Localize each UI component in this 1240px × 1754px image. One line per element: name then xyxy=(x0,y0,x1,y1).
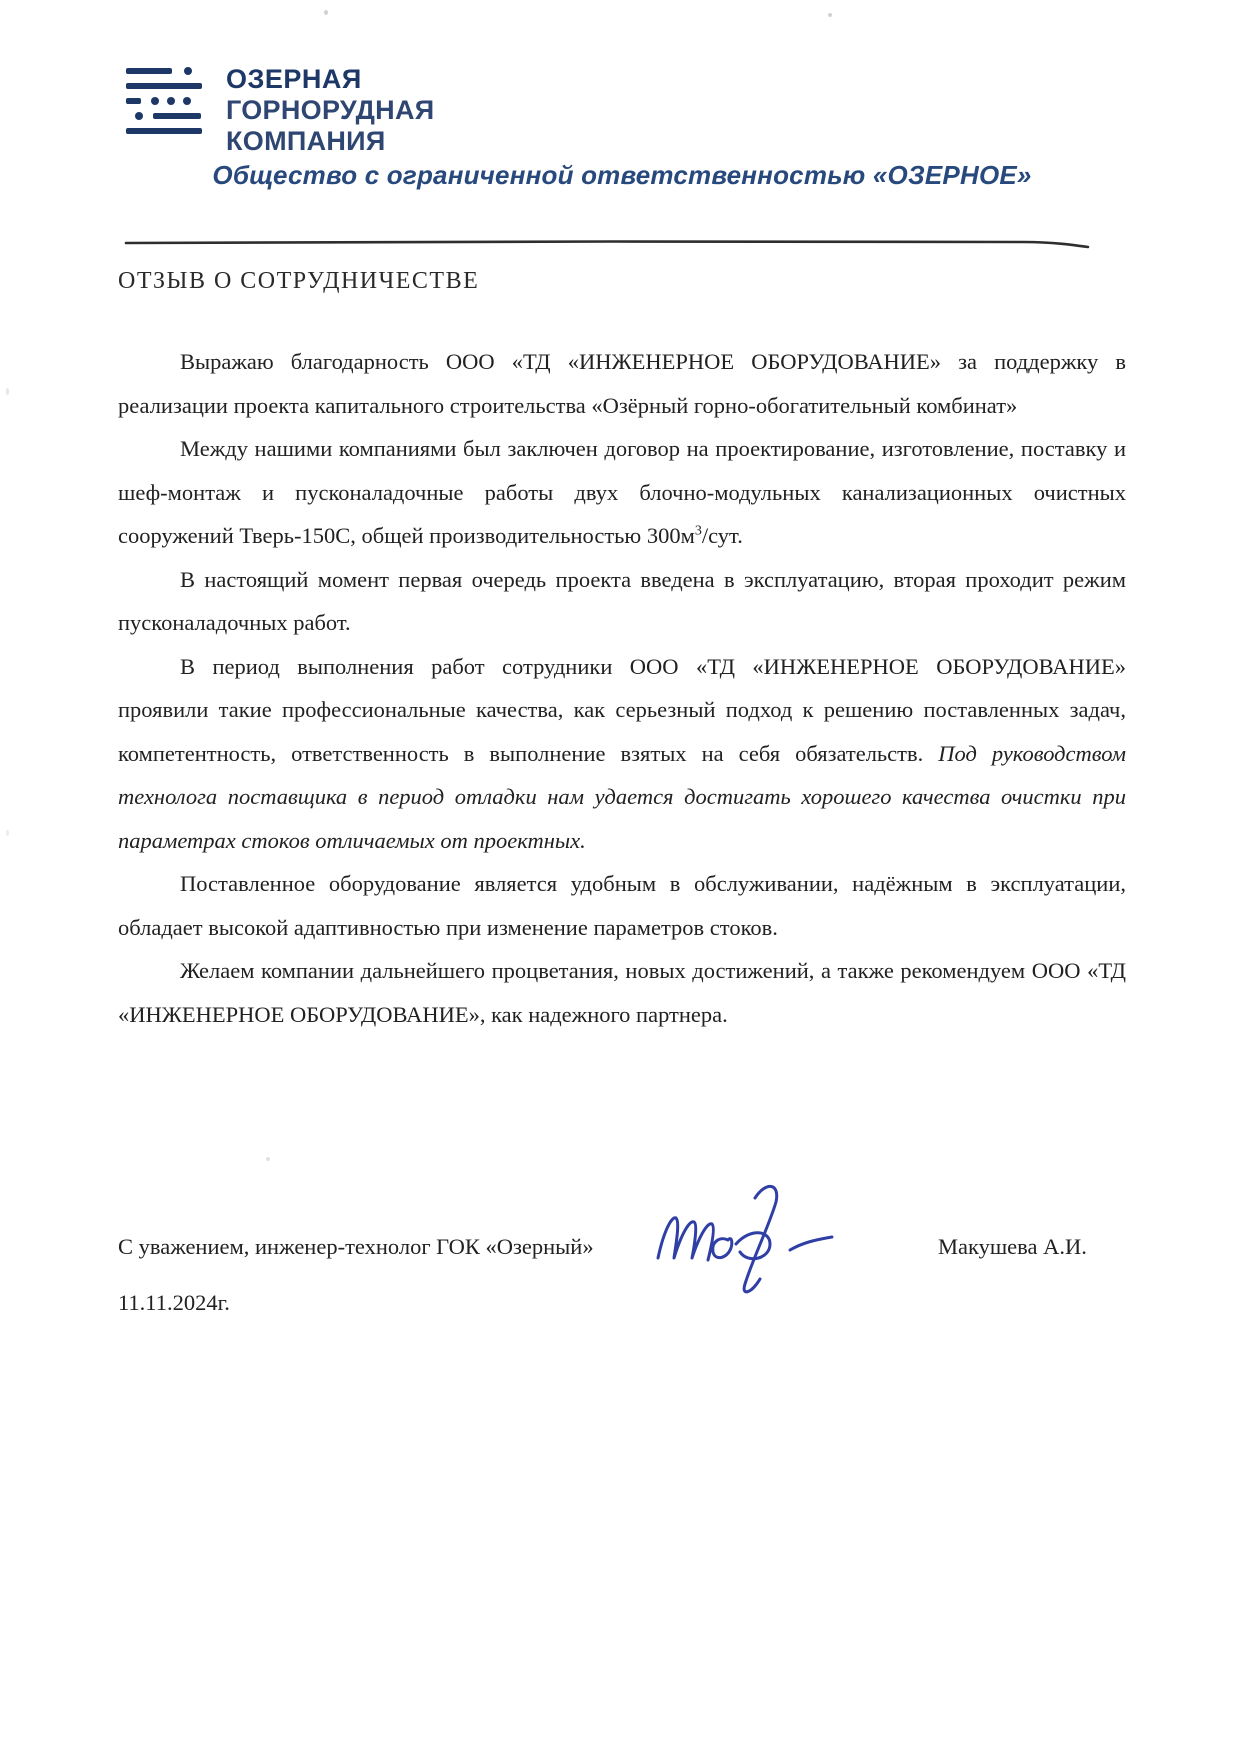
scan-speck xyxy=(828,13,832,17)
paragraph-text: Между нашими компаниями был заключен договор на проектирование, изготовление, поставку и шеф-монтаж и пусконаладочные работы двух блочно-модульных канализационных очистных сооружений Тверь-150С, общей производительностью 300м xyxy=(118,436,1126,548)
logo-bar xyxy=(126,98,141,104)
header-divider-line xyxy=(124,238,1092,250)
logo-mark-row xyxy=(126,82,204,90)
paragraph-text: Выражаю благодарность ООО «ТД «ИНЖЕНЕРНОЕ ОБОРУДОВАНИЕ» за поддержку в реализации проекта капитального строительства «Озёрный горно-обогатительный комбинат» xyxy=(118,349,1126,418)
logo-dot xyxy=(167,97,175,105)
paragraph-text: В настоящий момент первая очередь проекта введена в эксплуатацию, вторая проходит режим пусконаладочных работ. xyxy=(118,566,1126,635)
logo-mark-icon xyxy=(126,64,204,135)
logo-line-3: КОМПАНИЯ xyxy=(226,126,386,156)
scan-speck xyxy=(6,388,9,395)
superscript-3: 3 xyxy=(694,523,702,539)
paragraph-1 xyxy=(118,340,1126,427)
paragraph-text: /сут. xyxy=(701,523,743,548)
paragraph-5 xyxy=(118,862,1126,949)
paragraph-4 xyxy=(118,645,1126,863)
paragraph-text: Поставленное оборудование является удобным в обслуживании, надёжным в эксплуатации, обладает высокой адаптивностью при изменение параметров стоков. xyxy=(118,871,1126,940)
paragraph-3 xyxy=(118,558,1126,645)
letter-body xyxy=(118,340,1126,1036)
logo-dot xyxy=(135,112,143,120)
paragraph-6 xyxy=(118,949,1126,1036)
paragraph-2 xyxy=(118,427,1126,558)
logo-bar xyxy=(126,68,172,74)
paragraph-italic-text: Под руководством технолога поставщика в период отладки нам удается достигать хорошего качества очистки при параметрах стоков отличаемых от проектных. xyxy=(118,740,1126,853)
scan-speck xyxy=(324,10,328,15)
scan-speck xyxy=(6,830,9,836)
logo-line-2: ГОРНОРУДНАЯ xyxy=(226,95,435,125)
paragraph-text: В период выполнения работ сотрудники ООО «ТД «ИНЖЕНЕРНОЕ ОБОРУДОВАНИЕ» проявили такие профессиональные качества, как серьезный подход к решению поставленных задач, компетентность, ответственность в выполнение взятых на себя обязательств. xyxy=(118,653,1126,766)
logo-dot xyxy=(151,97,159,105)
logo-mark-row xyxy=(126,112,204,120)
logo-mark-row xyxy=(126,97,204,105)
document-heading: ОТЗЫВ О СОТРУДНИЧЕСТВЕ xyxy=(118,268,480,294)
logo-bar xyxy=(126,128,202,134)
logo-bar xyxy=(126,83,202,89)
logo-wordmark xyxy=(226,64,434,157)
closing-line: С уважением, инженер-технолог ГОК «Озерный» xyxy=(118,1234,594,1259)
letter-date: 11.11.2024г. xyxy=(118,1290,230,1315)
scan-speck xyxy=(266,1157,270,1161)
organization-title: Общество с ограниченной ответственностью «ОЗЕРНОЕ» xyxy=(212,160,1032,190)
logo-line-1: ОЗЕРНАЯ xyxy=(226,64,362,94)
logo-mark-row xyxy=(126,127,204,135)
paragraph-text: Желаем компании дальнейшего процветания, новых достижений, а также рекомендуем ООО «ТД «ИНЖЕНЕРНОЕ ОБОРУДОВАНИЕ», как надежного партнера. xyxy=(118,958,1126,1027)
signatory-name: Макушева А.И. xyxy=(938,1234,1087,1259)
company-logo xyxy=(126,64,434,157)
handwritten-signature-icon xyxy=(648,1178,858,1296)
logo-mark-row xyxy=(126,67,204,75)
logo-bar xyxy=(153,113,201,119)
logo-dot xyxy=(184,67,192,75)
logo-dot xyxy=(183,97,191,105)
